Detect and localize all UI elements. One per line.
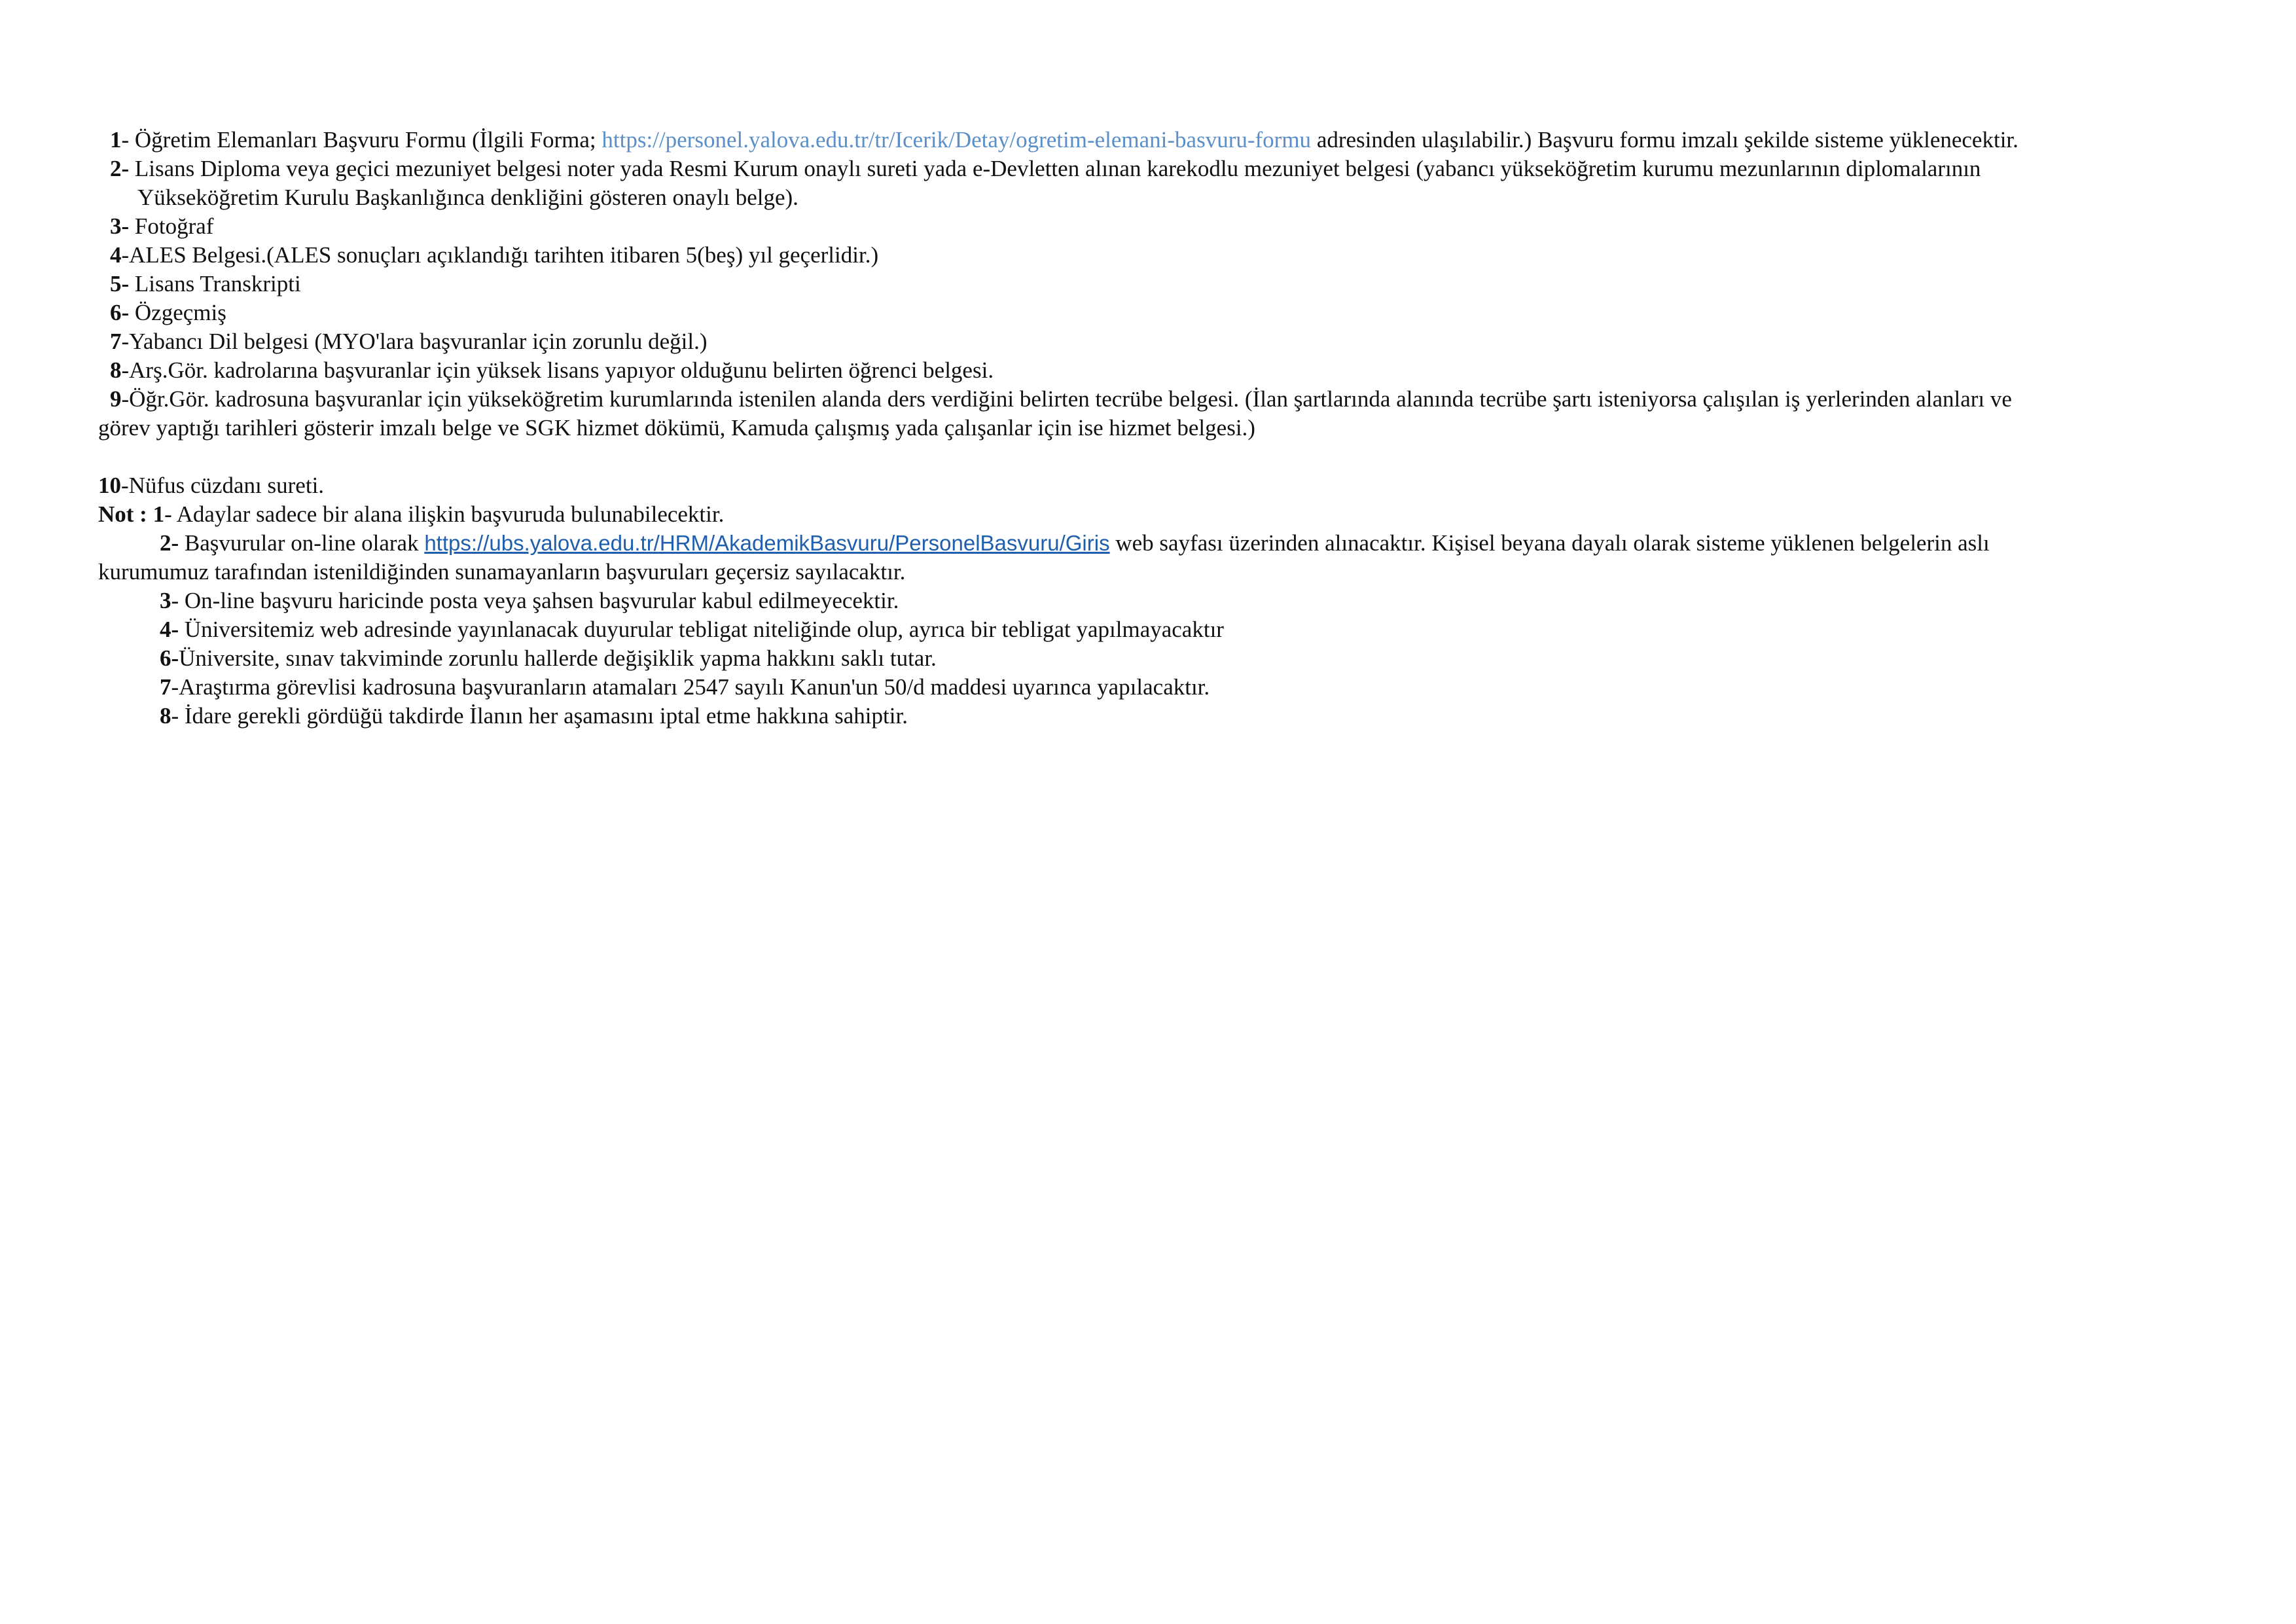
note-text: - On-line başvuru haricinde posta veya şahsen başvurular kabul edilmeyecektir. xyxy=(171,588,899,613)
item-number: 1 xyxy=(110,127,122,153)
note-number: 6- xyxy=(160,645,179,671)
item-number: 5- xyxy=(110,271,130,297)
item-text: -Yabancı Dil belgesi (MYO'lara başvuranlar için zorunlu değil.) xyxy=(121,329,708,354)
item-text: -ALES Belgesi.(ALES sonuçları açıklandığı tarihten itibaren 5(beş) yıl geçerlidir.) xyxy=(121,242,879,268)
requirement-item-6 xyxy=(98,298,2212,327)
requirements-content xyxy=(98,126,2212,731)
note-text: web sayfası üzerinden alınacaktır. Kişisel beyana dayalı olarak sisteme yüklenen belgelerin aslı xyxy=(1109,530,1990,556)
item-number: 8 xyxy=(110,357,122,383)
requirement-item-9-continued: görev yaptığı tarihleri gösterir imzalı belge ve SGK hizmet dökümü, Kamuda çalışmış yada çalışanlar için ise hizmet belgesi.) xyxy=(98,415,1255,441)
item-number: 2- xyxy=(110,156,130,181)
note-item-8 xyxy=(98,702,2212,731)
note-text: -Araştırma görevlisi kadrosuna başvuranların atamaları 2547 sayılı Kanun'un 50/d maddesi uyarınca yapılacaktır. xyxy=(171,674,1210,700)
requirement-item-1 xyxy=(98,126,2212,154)
item-text: - Öğretim Elemanları Başvuru Formu (İlgili Forma; xyxy=(121,127,602,153)
item-text: Fotoğraf xyxy=(129,213,214,239)
note-number: 4- xyxy=(160,617,179,642)
item-number: 6- xyxy=(110,300,130,325)
note-number: 3 xyxy=(160,588,171,613)
note-item-1 xyxy=(98,500,2212,529)
requirement-item-10 xyxy=(98,471,2212,500)
item-text: -Arş.Gör. kadrolarına başvuranlar için yüksek lisans yapıyor olduğunu belirten öğrenci belgesi. xyxy=(121,357,994,383)
note-item-4 xyxy=(98,615,2212,644)
item-text: Lisans Diploma veya geçici mezuniyet belgesi noter yada Resmi Kurum onaylı sureti yada e-Devletten alınan karekodlu mezuniyet belgesi (yabancı yükseköğretim kurumu mezunlarının diplomalarının xyxy=(129,156,1981,181)
requirement-item-3 xyxy=(98,212,2212,241)
item-number: 3- xyxy=(110,213,130,239)
note-number: 2- xyxy=(160,530,179,556)
note-text: Üniversitemiz web adresinde yayınlanacak duyurular tebligat niteliğinde olup, ayrıca bir tebligat yapılmayacaktır xyxy=(179,617,1224,642)
note-item-2-continued: kurumumuz tarafından istenildiğinden sunamayanların başvuruları geçersiz sayılacaktır. xyxy=(98,559,906,585)
item-text: Özgeçmiş xyxy=(129,300,226,325)
item-text: adresinden ulaşılabilir.) Başvuru formu imzalı şekilde sisteme yüklenecektir. xyxy=(1311,127,2018,153)
item-text: Lisans Transkripti xyxy=(129,271,301,297)
requirement-item-8 xyxy=(98,356,2212,385)
requirement-item-4 xyxy=(98,241,2212,270)
note-text: Üniversite, sınav takviminde zorunlu hallerde değişiklik yapma hakkını saklı tutar. xyxy=(179,645,937,671)
requirement-item-9 xyxy=(98,385,2212,414)
note-number: 7 xyxy=(160,674,171,700)
note-item-6 xyxy=(98,644,2212,673)
online-application-link[interactable]: https://ubs.yalova.edu.tr/HRM/AkademikBasvuru/PersonelBasvuru/Giris xyxy=(424,531,1110,555)
item-text: -Öğr.Gör. kadrosuna başvuranlar için yükseköğretim kurumlarında istenilen alanda ders verdiğini belirten tecrübe belgesi. (İlan şartlarında alanında tecrübe şartı isteniyorsa çalışılan iş yerlerinden alanları ve xyxy=(121,386,2012,412)
item-number: 7 xyxy=(110,329,122,354)
note-text: - Adaylar sadece bir alana ilişkin başvuruda bulunabilecektir. xyxy=(164,501,725,527)
item-number: 4 xyxy=(110,242,122,268)
note-label: Not : 1 xyxy=(98,501,165,527)
application-form-link[interactable]: https://personel.yalova.edu.tr/tr/Icerik/Detay/ogretim-elemani-basvuru-formu xyxy=(601,127,1312,153)
note-text: - İdare gerekli gördüğü takdirde İlanın her aşamasını iptal etme hakkına sahiptir. xyxy=(171,703,908,729)
note-item-2 xyxy=(98,529,2212,558)
requirement-item-2-continued: Yükseköğretim Kurulu Başkanlığınca denkliğini gösteren onaylı belge). xyxy=(137,185,798,210)
spacer xyxy=(98,442,2212,471)
note-number: 8 xyxy=(160,703,171,729)
note-item-7 xyxy=(98,673,2212,702)
item-number: 10 xyxy=(98,473,121,498)
note-text: Başvurular on-line olarak xyxy=(179,530,425,556)
item-number: 9 xyxy=(110,386,122,412)
requirement-item-2 xyxy=(98,154,2212,183)
requirement-item-5 xyxy=(98,270,2212,298)
item-text: -Nüfus cüzdanı sureti. xyxy=(121,473,325,498)
note-item-3 xyxy=(98,586,2212,615)
requirement-item-7 xyxy=(98,327,2212,356)
